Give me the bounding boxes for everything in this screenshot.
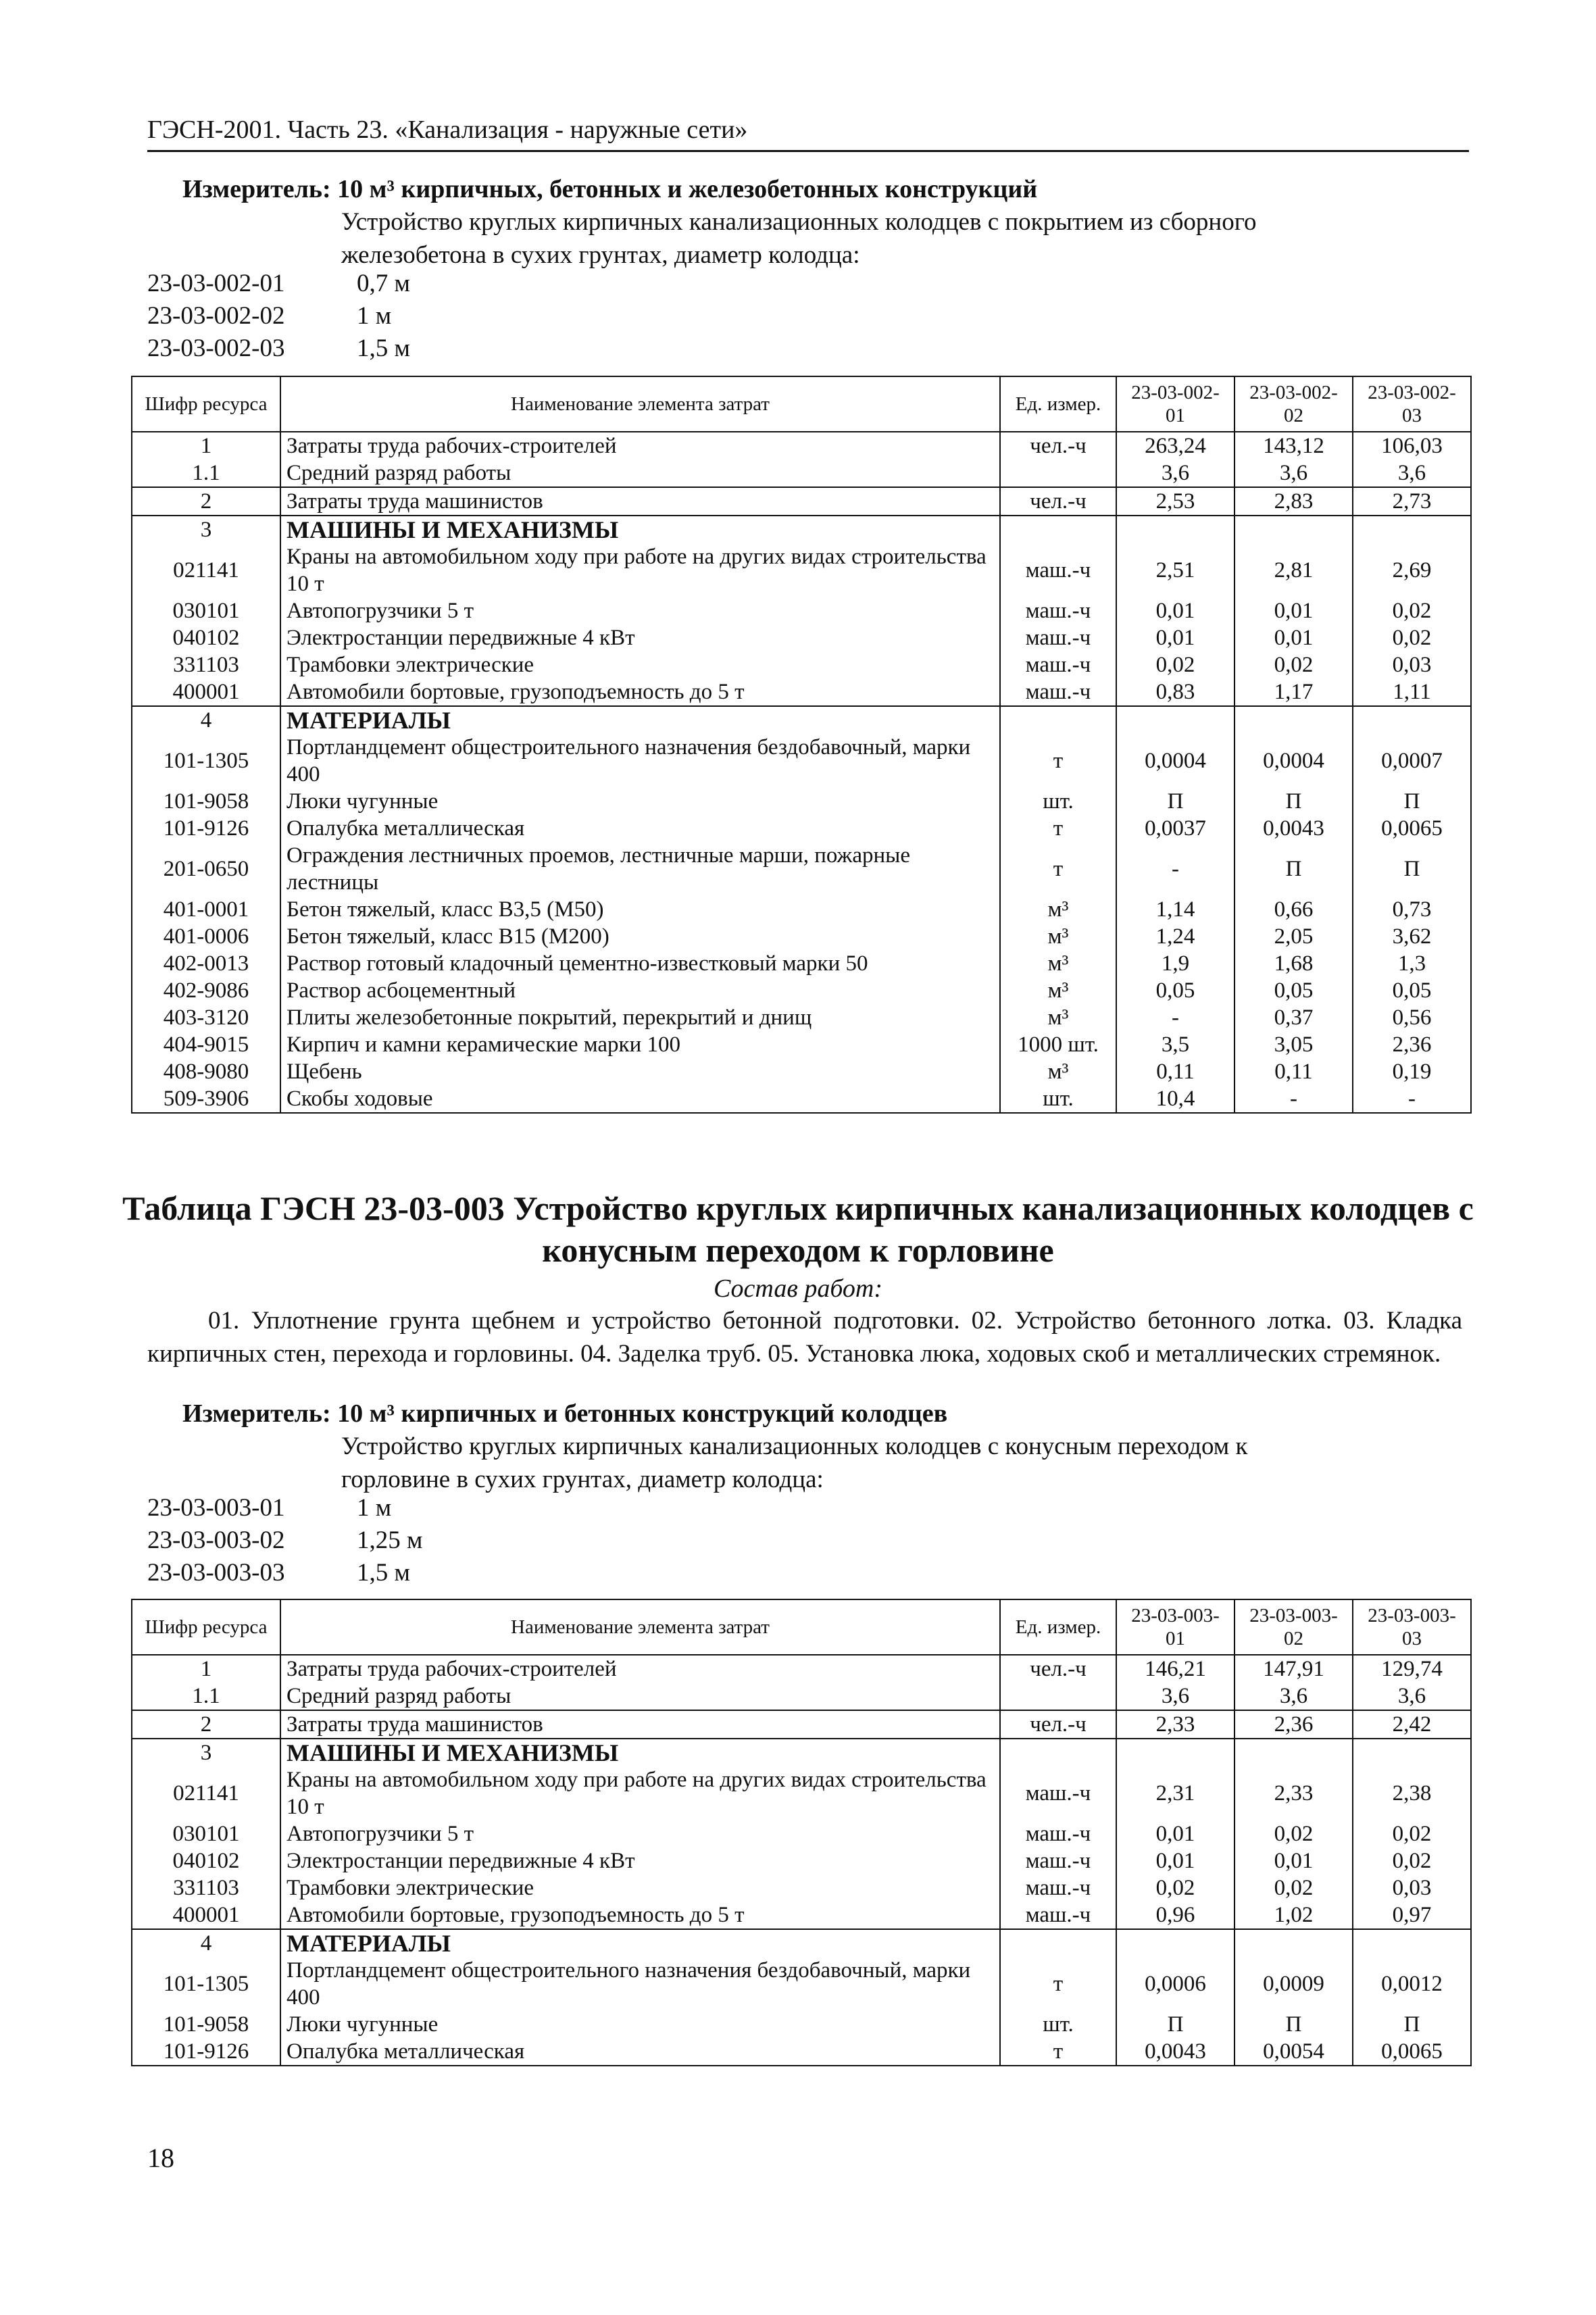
item-name-cell: Опалубка металлическая: [280, 2038, 1000, 2066]
variant-item: [147, 300, 410, 332]
value-cell: 1,3: [1353, 950, 1471, 977]
resource-code-cell: 1.1: [132, 1683, 280, 1710]
item-name-cell: Щебень: [280, 1058, 1000, 1085]
table-group-row: [132, 516, 1471, 543]
header-variant-3: 23-03-002-03: [1353, 376, 1471, 432]
table-group-row: [132, 1929, 1471, 1957]
value-cell: 0,02: [1353, 1847, 1471, 1874]
unit-cell: маш.-ч: [1000, 1820, 1116, 1847]
value-cell: 0,0009: [1235, 1957, 1353, 2011]
value-cell: 0,96: [1116, 1901, 1235, 1929]
variant-value: 1,5 м: [357, 334, 410, 362]
value-cell: 0,02: [1235, 1874, 1353, 1901]
value-cell: [1235, 1739, 1353, 1766]
resource-code-cell: 030101: [132, 597, 280, 624]
resource-code-cell: 101-9126: [132, 815, 280, 842]
resource-code-cell: 3: [132, 516, 280, 543]
value-cell: 3,6: [1116, 459, 1235, 487]
work-description-2: Устройство круглых кирпичных канализационных колодцев с конусным переходом к горловине в сухих грунтах, диаметр колодца:: [341, 1433, 1248, 1493]
header-item-name: Наименование элемента затрат: [280, 376, 1000, 432]
resource-code-cell: 2: [132, 1710, 280, 1739]
variant-value: 1 м: [357, 302, 392, 330]
value-cell: 2,05: [1235, 923, 1353, 950]
group-title-cell: МАТЕРИАЛЫ: [280, 706, 1000, 734]
value-cell: -: [1235, 1085, 1353, 1113]
value-cell: 1,02: [1235, 1901, 1353, 1929]
meter-line-1: Измеритель: 10 м³ кирпичных, бетонных и железобетонных конструкций: [182, 175, 1038, 203]
variant-value: 1 м: [357, 1494, 392, 1522]
value-cell: 147,91: [1235, 1655, 1353, 1683]
item-name-cell: Скобы ходовые: [280, 1085, 1000, 1113]
value-cell: 0,19: [1353, 1058, 1471, 1085]
table-row: [132, 459, 1471, 487]
item-name-cell: Затраты труда машинистов: [280, 487, 1000, 516]
value-cell: 2,53: [1116, 487, 1235, 516]
unit-cell: маш.-ч: [1000, 624, 1116, 651]
value-cell: 0,02: [1353, 624, 1471, 651]
resource-code-cell: 1.1: [132, 459, 280, 487]
table-row: [132, 543, 1471, 597]
value-cell: 0,11: [1235, 1058, 1353, 1085]
unit-cell: чел.-ч: [1000, 432, 1116, 459]
item-name-cell: Бетон тяжелый, класс В15 (М200): [280, 923, 1000, 950]
meter-line-2: Измеритель: 10 м³ кирпичных и бетонных конструкций колодцев: [182, 1399, 948, 1428]
header-variant-1: 23-03-003-01: [1116, 1599, 1235, 1655]
item-name-cell: Люки чугунные: [280, 2011, 1000, 2038]
resource-code-cell: 101-9058: [132, 788, 280, 815]
resource-code-cell: 401-0006: [132, 923, 280, 950]
item-name-cell: Опалубка металлическая: [280, 815, 1000, 842]
value-cell: 0,0037: [1116, 815, 1235, 842]
resource-code-cell: 040102: [132, 624, 280, 651]
unit-cell: маш.-ч: [1000, 1766, 1116, 1820]
value-cell: 129,74: [1353, 1655, 1471, 1683]
table-row: [132, 678, 1471, 706]
item-name-cell: Средний разряд работы: [280, 459, 1000, 487]
value-cell: 146,21: [1116, 1655, 1235, 1683]
value-cell: 3,05: [1235, 1031, 1353, 1058]
unit-cell: маш.-ч: [1000, 1901, 1116, 1929]
value-cell: 1,14: [1116, 896, 1235, 923]
resource-code-cell: 402-0013: [132, 950, 280, 977]
item-name-cell: Средний разряд работы: [280, 1683, 1000, 1710]
table-row: [132, 950, 1471, 977]
resource-table-23-03-003: [131, 1599, 1472, 2066]
resource-table-23-03-002: [131, 376, 1472, 1114]
unit-cell: шт.: [1000, 788, 1116, 815]
table-row: [132, 1683, 1471, 1710]
unit-cell: чел.-ч: [1000, 1655, 1116, 1683]
value-cell: 0,0006: [1116, 1957, 1235, 2011]
item-name-cell: Бетон тяжелый, класс В3,5 (М50): [280, 896, 1000, 923]
value-cell: 2,36: [1353, 1031, 1471, 1058]
value-cell: 10,4: [1116, 1085, 1235, 1113]
variant-item: [147, 1557, 422, 1589]
work-composition: 01. Уплотнение грунта щебнем и устройство бетонной подготовки. 02. Устройство бетонного лотка. 03. Кладка кирпичных стен, перехода и горловины. 04. Заделка труб. 05. Установка люка, ходовых скоб и металлических стремянок.: [147, 1307, 1462, 1368]
item-name-cell: Электростанции передвижные 4 кВт: [280, 1847, 1000, 1874]
variants-list-1: [147, 268, 410, 365]
unit-cell: маш.-ч: [1000, 1874, 1116, 1901]
value-cell: [1116, 516, 1235, 543]
table-row: [132, 1847, 1471, 1874]
table-row: [132, 432, 1471, 459]
variant-item: [147, 1492, 422, 1524]
unit-cell: шт.: [1000, 2011, 1116, 2038]
resource-code-cell: 101-1305: [132, 1957, 280, 2011]
value-cell: 3,62: [1353, 923, 1471, 950]
unit-cell: т: [1000, 734, 1116, 788]
item-name-cell: Портландцемент общестроительного назначения бездобавочный, марки 400: [280, 1957, 1000, 2011]
item-name-cell: Автомобили бортовые, грузоподъемность до 5 т: [280, 1901, 1000, 1929]
value-cell: 1,68: [1235, 950, 1353, 977]
value-cell: 2,33: [1235, 1766, 1353, 1820]
resource-code-cell: 040102: [132, 1847, 280, 1874]
unit-cell: [1000, 706, 1116, 734]
value-cell: 0,05: [1235, 977, 1353, 1004]
resource-code-cell: 402-9086: [132, 977, 280, 1004]
unit-cell: чел.-ч: [1000, 1710, 1116, 1739]
value-cell: 0,0065: [1353, 2038, 1471, 2066]
table-row: [132, 651, 1471, 678]
table-header-row: [132, 1599, 1471, 1655]
unit-cell: м³: [1000, 950, 1116, 977]
table-row: [132, 815, 1471, 842]
unit-cell: м³: [1000, 896, 1116, 923]
table-group-row: [132, 706, 1471, 734]
value-cell: 0,01: [1235, 597, 1353, 624]
header-unit: Ед. измер.: [1000, 1599, 1116, 1655]
value-cell: 1,9: [1116, 950, 1235, 977]
header-variant-3: 23-03-003-03: [1353, 1599, 1471, 1655]
value-cell: 0,0007: [1353, 734, 1471, 788]
resource-code-cell: 101-9126: [132, 2038, 280, 2066]
resource-code-cell: 101-1305: [132, 734, 280, 788]
value-cell: [1353, 516, 1471, 543]
value-cell: 0,03: [1353, 651, 1471, 678]
unit-cell: м³: [1000, 977, 1116, 1004]
header-resource-code: Шифр ресурса: [132, 376, 280, 432]
resource-code-cell: 400001: [132, 678, 280, 706]
table-header-row: [132, 376, 1471, 432]
resource-code-cell: 201-0650: [132, 842, 280, 896]
table-row: [132, 896, 1471, 923]
resource-code-cell: 404-9015: [132, 1031, 280, 1058]
item-name-cell: Автопогрузчики 5 т: [280, 1820, 1000, 1847]
variant-item: [147, 268, 410, 300]
value-cell: 0,73: [1353, 896, 1471, 923]
value-cell: 143,12: [1235, 432, 1353, 459]
resource-code-cell: 509-3906: [132, 1085, 280, 1113]
unit-cell: [1000, 1929, 1116, 1957]
value-cell: 0,01: [1116, 1847, 1235, 1874]
item-name-cell: Люки чугунные: [280, 788, 1000, 815]
table-row: [132, 1031, 1471, 1058]
group-title-cell: МАШИНЫ И МЕХАНИЗМЫ: [280, 1739, 1000, 1766]
value-cell: 2,33: [1116, 1710, 1235, 1739]
value-cell: 2,81: [1235, 543, 1353, 597]
value-cell: 106,03: [1353, 432, 1471, 459]
unit-cell: [1000, 1739, 1116, 1766]
value-cell: П: [1353, 2011, 1471, 2038]
value-cell: [1116, 1739, 1235, 1766]
variant-code: 23-03-002-02: [147, 302, 285, 330]
value-cell: 0,0043: [1116, 2038, 1235, 2066]
value-cell: П: [1235, 788, 1353, 815]
resource-code-cell: 1: [132, 1655, 280, 1683]
table-row: [132, 1766, 1471, 1820]
group-title-cell: МАТЕРИАЛЫ: [280, 1929, 1000, 1957]
value-cell: 0,01: [1235, 624, 1353, 651]
variants-list-2: [147, 1492, 422, 1589]
value-cell: [1353, 1739, 1471, 1766]
variant-value: 0,7 м: [357, 270, 410, 297]
value-cell: 0,97: [1353, 1901, 1471, 1929]
value-cell: 0,01: [1116, 624, 1235, 651]
unit-cell: маш.-ч: [1000, 1847, 1116, 1874]
value-cell: 2,73: [1353, 487, 1471, 516]
value-cell: П: [1235, 2011, 1353, 2038]
value-cell: 0,37: [1235, 1004, 1353, 1031]
item-name-cell: Краны на автомобильном ходу при работе на других видах строительства 10 т: [280, 1766, 1000, 1820]
item-name-cell: Краны на автомобильном ходу при работе на других видах строительства 10 т: [280, 543, 1000, 597]
value-cell: 3,6: [1235, 1683, 1353, 1710]
variant-code: 23-03-003-03: [147, 1559, 285, 1587]
table-row: [132, 1058, 1471, 1085]
value-cell: 0,0012: [1353, 1957, 1471, 2011]
variant-item: [147, 332, 410, 365]
table-row: [132, 2011, 1471, 2038]
item-name-cell: Трамбовки электрические: [280, 1874, 1000, 1901]
unit-cell: [1000, 1683, 1116, 1710]
table-row: [132, 788, 1471, 815]
unit-cell: 1000 шт.: [1000, 1031, 1116, 1058]
table-row: [132, 923, 1471, 950]
value-cell: 0,05: [1116, 977, 1235, 1004]
header-variant-2: 23-03-002-02: [1235, 376, 1353, 432]
value-cell: 0,05: [1353, 977, 1471, 1004]
table-row: [132, 597, 1471, 624]
value-cell: [1235, 1929, 1353, 1957]
table-row: [132, 977, 1471, 1004]
header-variant-1: 23-03-002-01: [1116, 376, 1235, 432]
value-cell: 0,02: [1116, 651, 1235, 678]
value-cell: 3,5: [1116, 1031, 1235, 1058]
item-name-cell: Трамбовки электрические: [280, 651, 1000, 678]
unit-cell: маш.-ч: [1000, 597, 1116, 624]
resource-code-cell: 401-0001: [132, 896, 280, 923]
table-row: [132, 842, 1471, 896]
value-cell: 0,66: [1235, 896, 1353, 923]
header-resource-code: Шифр ресурса: [132, 1599, 280, 1655]
value-cell: 0,03: [1353, 1874, 1471, 1901]
value-cell: 0,02: [1116, 1874, 1235, 1901]
unit-cell: м³: [1000, 1058, 1116, 1085]
value-cell: 0,0004: [1235, 734, 1353, 788]
running-header: ГЭСН-2001. Часть 23. «Канализация - наружные сети»: [147, 115, 1469, 152]
value-cell: П: [1116, 788, 1235, 815]
value-cell: 2,51: [1116, 543, 1235, 597]
item-name-cell: Автомобили бортовые, грузоподъемность до 5 т: [280, 678, 1000, 706]
unit-cell: т: [1000, 1957, 1116, 2011]
table-title: Таблица ГЭСН 23-03-003 Устройство круглых кирпичных канализационных колодцев с конусным переходом к горловине: [122, 1189, 1474, 1269]
value-cell: 2,36: [1235, 1710, 1353, 1739]
value-cell: 0,0043: [1235, 815, 1353, 842]
value-cell: [1116, 706, 1235, 734]
resource-code-cell: 3: [132, 1739, 280, 1766]
unit-cell: маш.-ч: [1000, 651, 1116, 678]
unit-cell: т: [1000, 842, 1116, 896]
value-cell: 0,56: [1353, 1004, 1471, 1031]
unit-cell: т: [1000, 815, 1116, 842]
value-cell: 0,01: [1116, 1820, 1235, 1847]
value-cell: [1353, 1929, 1471, 1957]
value-cell: 2,31: [1116, 1766, 1235, 1820]
unit-cell: маш.-ч: [1000, 543, 1116, 597]
unit-cell: шт.: [1000, 1085, 1116, 1113]
header-variant-2: 23-03-003-02: [1235, 1599, 1353, 1655]
value-cell: [1235, 516, 1353, 543]
item-name-cell: Раствор готовый кладочный цементно-известковый марки 50: [280, 950, 1000, 977]
value-cell: -: [1116, 842, 1235, 896]
variant-code: 23-03-002-03: [147, 334, 285, 362]
value-cell: 0,0065: [1353, 815, 1471, 842]
value-cell: 0,02: [1353, 597, 1471, 624]
item-name-cell: Затраты труда машинистов: [280, 1710, 1000, 1739]
item-name-cell: Электростанции передвижные 4 кВт: [280, 624, 1000, 651]
table-row: [132, 1004, 1471, 1031]
value-cell: 3,6: [1353, 1683, 1471, 1710]
item-name-cell: Кирпич и камни керамические марки 100: [280, 1031, 1000, 1058]
group-title-cell: МАШИНЫ И МЕХАНИЗМЫ: [280, 516, 1000, 543]
table-row: [132, 1820, 1471, 1847]
table-row: [132, 1655, 1471, 1683]
value-cell: 0,83: [1116, 678, 1235, 706]
variant-code: 23-03-002-01: [147, 270, 285, 297]
resource-code-cell: 021141: [132, 1766, 280, 1820]
table-row: [132, 624, 1471, 651]
value-cell: 2,69: [1353, 543, 1471, 597]
unit-cell: т: [1000, 2038, 1116, 2066]
resource-code-cell: 408-9080: [132, 1058, 280, 1085]
value-cell: П: [1235, 842, 1353, 896]
unit-cell: м³: [1000, 1004, 1116, 1031]
table-row: [132, 1710, 1471, 1739]
work-description-1: Устройство круглых кирпичных канализационных колодцев с покрытием из сборного железобетона в сухих грунтах, диаметр колодца:: [341, 208, 1257, 269]
resource-code-cell: 1: [132, 432, 280, 459]
item-name-cell: Автопогрузчики 5 т: [280, 597, 1000, 624]
unit-cell: [1000, 459, 1116, 487]
resource-code-cell: 4: [132, 706, 280, 734]
resource-code-cell: 331103: [132, 1874, 280, 1901]
resource-code-cell: 403-3120: [132, 1004, 280, 1031]
value-cell: 1,17: [1235, 678, 1353, 706]
value-cell: 0,0054: [1235, 2038, 1353, 2066]
value-cell: 0,01: [1116, 597, 1235, 624]
unit-cell: м³: [1000, 923, 1116, 950]
page-number: 18: [147, 2143, 174, 2173]
resource-code-cell: 4: [132, 1929, 280, 1957]
resource-code-cell: 2: [132, 487, 280, 516]
value-cell: 2,42: [1353, 1710, 1471, 1739]
table-row: [132, 734, 1471, 788]
resource-code-cell: 331103: [132, 651, 280, 678]
value-cell: 3,6: [1235, 459, 1353, 487]
unit-cell: [1000, 516, 1116, 543]
header-item-name: Наименование элемента затрат: [280, 1599, 1000, 1655]
variant-value: 1,25 м: [357, 1526, 423, 1554]
value-cell: -: [1116, 1004, 1235, 1031]
item-name-cell: Затраты труда рабочих-строителей: [280, 1655, 1000, 1683]
value-cell: П: [1353, 788, 1471, 815]
value-cell: 0,02: [1353, 1820, 1471, 1847]
item-name-cell: Портландцемент общестроительного назначения бездобавочный, марки 400: [280, 734, 1000, 788]
value-cell: 0,0004: [1116, 734, 1235, 788]
table-row: [132, 1874, 1471, 1901]
item-name-cell: Раствор асбоцементный: [280, 977, 1000, 1004]
table-row: [132, 1901, 1471, 1929]
value-cell: 263,24: [1116, 432, 1235, 459]
value-cell: 0,11: [1116, 1058, 1235, 1085]
value-cell: 1,24: [1116, 923, 1235, 950]
value-cell: [1116, 1929, 1235, 1957]
value-cell: П: [1353, 842, 1471, 896]
unit-cell: маш.-ч: [1000, 678, 1116, 706]
resource-code-cell: 101-9058: [132, 2011, 280, 2038]
composition-label: Состав работ:: [713, 1274, 883, 1303]
variant-code: 23-03-003-01: [147, 1494, 285, 1522]
item-name-cell: Плиты железобетонные покрытий, перекрытий и днищ: [280, 1004, 1000, 1031]
variant-value: 1,5 м: [357, 1559, 410, 1587]
value-cell: 0,02: [1235, 651, 1353, 678]
value-cell: 2,38: [1353, 1766, 1471, 1820]
table-row: [132, 487, 1471, 516]
value-cell: [1235, 706, 1353, 734]
header-unit: Ед. измер.: [1000, 376, 1116, 432]
variant-item: [147, 1524, 422, 1557]
value-cell: 2,83: [1235, 487, 1353, 516]
table-row: [132, 1085, 1471, 1113]
unit-cell: чел.-ч: [1000, 487, 1116, 516]
resource-code-cell: 021141: [132, 543, 280, 597]
value-cell: 0,01: [1235, 1847, 1353, 1874]
table-row: [132, 2038, 1471, 2066]
value-cell: П: [1116, 2011, 1235, 2038]
value-cell: -: [1353, 1085, 1471, 1113]
value-cell: 1,11: [1353, 678, 1471, 706]
value-cell: 3,6: [1116, 1683, 1235, 1710]
resource-code-cell: 030101: [132, 1820, 280, 1847]
table-group-row: [132, 1739, 1471, 1766]
resource-code-cell: 400001: [132, 1901, 280, 1929]
variant-code: 23-03-003-02: [147, 1526, 285, 1554]
item-name-cell: Затраты труда рабочих-строителей: [280, 432, 1000, 459]
value-cell: 3,6: [1353, 459, 1471, 487]
item-name-cell: Ограждения лестничных проемов, лестничные марши, пожарные лестницы: [280, 842, 1000, 896]
table-row: [132, 1957, 1471, 2011]
value-cell: [1353, 706, 1471, 734]
value-cell: 0,02: [1235, 1820, 1353, 1847]
